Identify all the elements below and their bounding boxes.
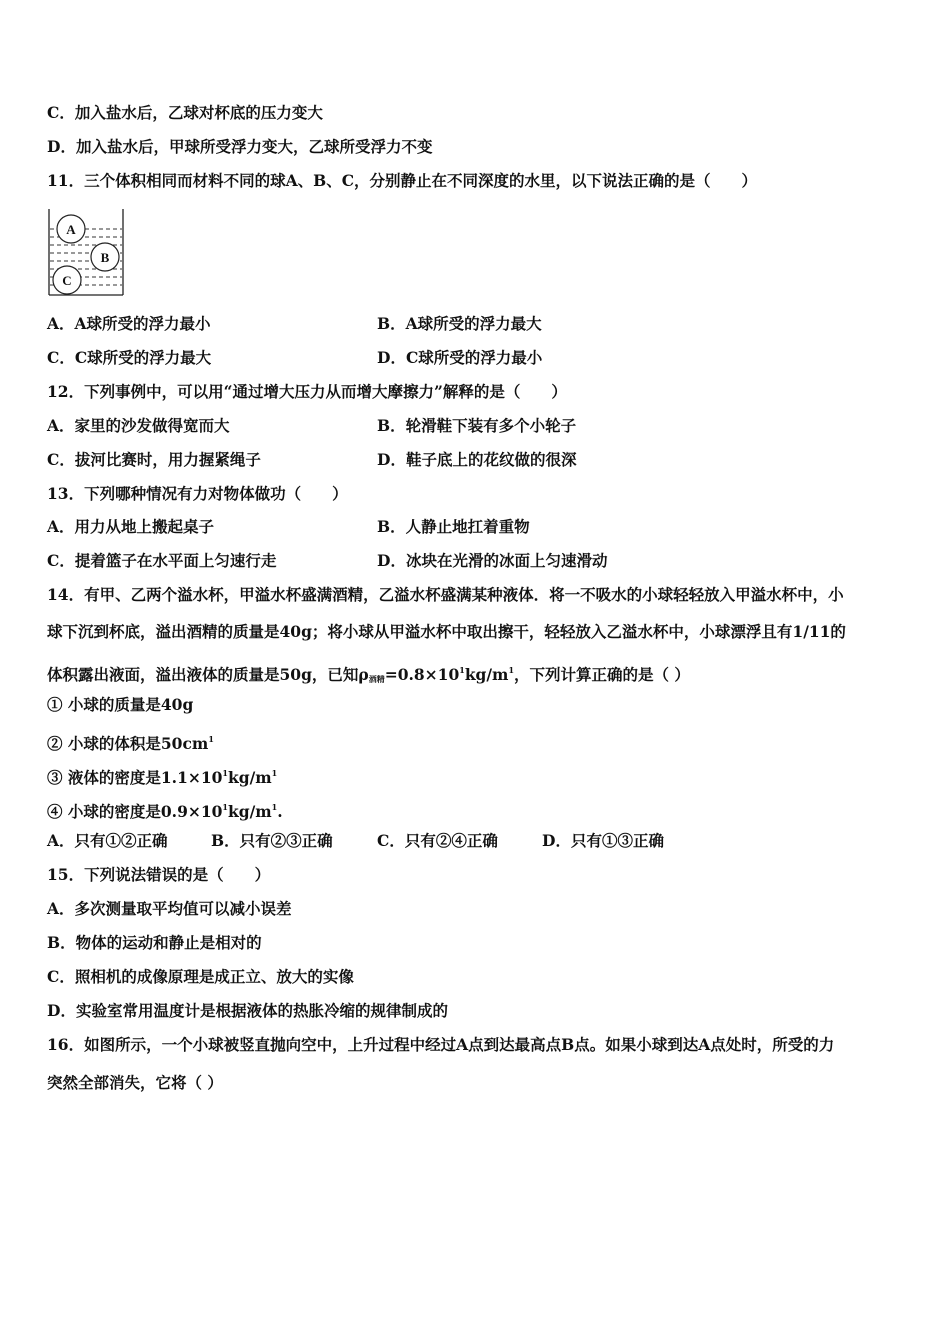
- q13-option-b: B．人静止地扛着重物: [377, 517, 530, 536]
- exponent: 1: [271, 802, 278, 812]
- q14-stem-line1: 14．有甲、乙两个溢水杯，甲溢水杯盛满酒精，乙溢水杯盛满某种液体．将一不吸水的小球轻轻放入甲溢水杯中，小: [47, 585, 844, 604]
- exponent: 1: [459, 665, 465, 675]
- q14-line3-unit: kg/m: [464, 665, 509, 684]
- ball-b-label: B: [100, 250, 110, 265]
- q15-option-a: A．多次测量取平均值可以减小误差: [47, 899, 292, 918]
- q14-statement-3-unit: kg/m: [228, 768, 272, 787]
- q16-stem-line2: 突然全部消失，它将（ ）: [47, 1073, 223, 1092]
- q14-statement-3-text: ③ 液体的密度是1.1×10: [47, 768, 223, 787]
- q15-option-b: B．物体的运动和静止是相对的: [47, 933, 262, 952]
- q12-stem: 12．下列事例中，可以用“通过增大压力从而增大摩擦力”解释的是（ ）: [47, 382, 567, 401]
- q14-option-a: A．只有①②正确: [47, 831, 168, 850]
- q16-stem-line1: 16．如图所示，一个小球被竖直抛向空中，上升过程中经过A点到达最高点B点。如果小球到达A点处时，所受的力: [47, 1035, 835, 1054]
- exponent: 1: [222, 768, 228, 778]
- q14-statement-4-unit: kg/m: [228, 802, 272, 821]
- exponent: 1: [508, 665, 515, 675]
- q12-option-b: B．轮滑鞋下装有多个小轮子: [377, 416, 577, 435]
- q11-option-c: C．C球所受的浮力最大: [47, 348, 212, 367]
- q11-stem: 11．三个体积相同而材料不同的球A、B、C，分别静止在不同深度的水里，以下说法正确的是（ ）: [47, 171, 758, 190]
- q12-option-c: C．拔河比赛时，用力握紧绳子: [47, 450, 261, 469]
- q11-option-d: D．C球所受的浮力最小: [377, 348, 543, 367]
- q12-option-a: A．家里的沙发做得宽而大: [47, 416, 230, 435]
- q13-option-d: D．冰块在光滑的冰面上匀速滑动: [377, 551, 608, 570]
- q10-option-d: D．加入盐水后，甲球所受浮力变大，乙球所受浮力不变: [47, 137, 433, 156]
- q14-option-c: C．只有②④正确: [377, 831, 498, 850]
- q13-option-c: C．提着篮子在水平面上匀速行走: [47, 551, 277, 570]
- q14-stem-line3: [47, 660, 690, 689]
- q12-option-d: D．鞋子底上的花纹做的很深: [377, 450, 577, 469]
- beaker-figure: [47, 207, 127, 297]
- q14-stem-line2: 球下沉到杯底，溢出酒精的质量是40g；将小球从甲溢水杯中取出擦干，轻轻放入乙溢水杯中，小球漂浮且有1/11的: [47, 622, 846, 641]
- q14-option-b: B．只有②③正确: [211, 831, 333, 850]
- q14-line3-part3: ，下列计算正确的是（ ）: [514, 665, 690, 684]
- q14-statement-4: [47, 797, 283, 822]
- q14-statement-1: ① 小球的质量是40g: [47, 695, 194, 714]
- q14-statement-2: [47, 729, 214, 754]
- q11-option-a: A．A球所受的浮力最小: [47, 314, 211, 333]
- q14-statement-2-text: ② 小球的体积是50cm: [47, 734, 209, 753]
- q14-statement-4-period: .: [277, 802, 283, 821]
- beaker-diagram: [47, 207, 127, 297]
- q14-statement-3: [47, 763, 277, 788]
- alcohol-subscript: 酒精: [368, 674, 385, 684]
- q13-option-a: A．用力从地上搬起桌子: [47, 517, 215, 536]
- q10-option-c: C．加入盐水后，乙球对杯底的压力变大: [47, 103, 323, 122]
- q15-option-c: C．照相机的成像原理是成正立、放大的实像: [47, 967, 354, 986]
- q15-stem: 15．下列说法错误的是（ ）: [47, 865, 271, 884]
- ball-c-label: C: [62, 273, 72, 288]
- q13-stem: 13．下列哪种情况有力对物体做功（ ）: [47, 484, 348, 503]
- q14-statement-4-text: ④ 小球的密度是0.9×10: [47, 802, 223, 821]
- exponent: 1: [271, 768, 278, 778]
- exponent: 1: [222, 802, 228, 812]
- ball-a-label: A: [66, 222, 76, 237]
- q11-option-b: B．A球所受的浮力最大: [377, 314, 542, 333]
- q14-option-d: D．只有①③正确: [542, 831, 664, 850]
- q14-line3-part2: =0.8×10: [384, 665, 460, 684]
- exponent: 1: [208, 734, 214, 744]
- q15-option-d: D．实验室常用温度计是根据液体的热胀冷缩的规律制成的: [47, 1001, 448, 1020]
- q14-line3-part1: 体积露出液面，溢出液体的质量是50g，已知ρ: [47, 665, 369, 684]
